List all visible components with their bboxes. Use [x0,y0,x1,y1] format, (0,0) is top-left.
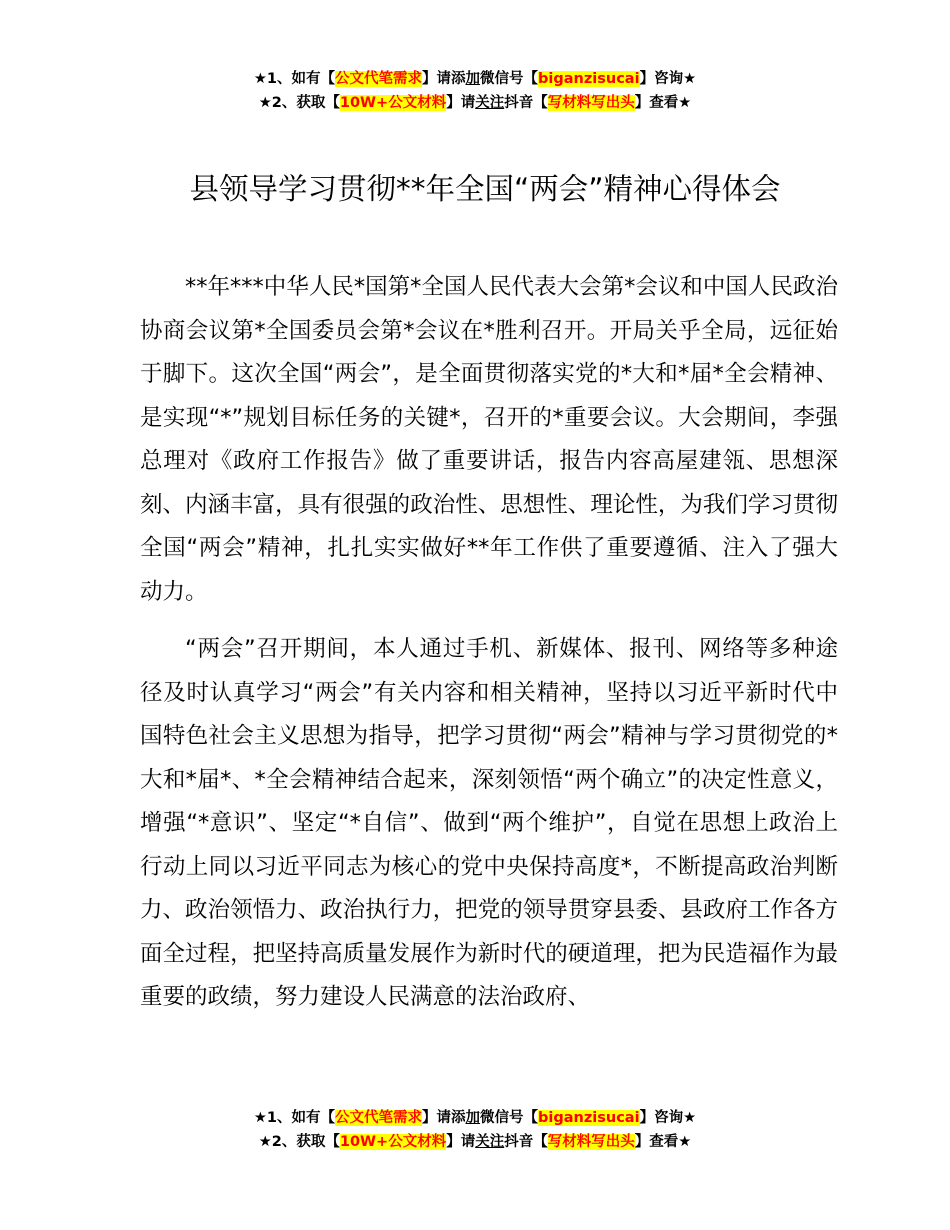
banner-text: 】请添 [422,1110,466,1126]
banner-highlight: 公文代笔需求 [335,71,423,87]
banner-highlight: 公文代笔需求 [335,1110,423,1126]
banner-text: 】查看★ [634,1134,692,1150]
paragraph: **年***中华人民*国第*全国人民代表大会第*会议和中国人民政治协商会议第*全国委员会第*会议在*胜利召开。开局关乎全局，远征始于脚下。这次全国“两会”，是全面贯彻落实党的*大和*届*全会精神、是实现“*”规划目标任务的关键*，召开的*重要会议。大会期间，李强总理对《政府工作报告》做了重要讲话，报告内容高屋建瓴、思想深刻、内涵丰富，具有很强的政治性、思想性、理论性，为我们学习贯彻全国“两会”精神，扎扎实实做好**年工作供了重要遵循、注入了强大动力。 [140,274,838,605]
banner-highlight: 10W+公文材料 [339,95,447,111]
banner-text: 微信号【 [480,71,539,87]
banner-text: 】查看★ [634,95,692,111]
banner-text: 】请 [446,95,476,111]
banner-text: 】咨询★ [639,71,697,87]
banner-underlined: 加 [465,1110,481,1126]
header-banner [0,67,950,115]
banner-underlined: 加 [465,71,481,87]
banner-underlined: 关注 [475,95,505,111]
banner-text: ★1、如有【 [253,71,336,87]
banner-douyin-id: 写材料写出头 [547,1134,635,1150]
document-title: 县领导学习贯彻**年全国“两会”精神心得体会 [189,172,781,206]
banner-text: 】请 [446,1134,476,1150]
banner-text: 抖音【 [504,1134,548,1150]
banner-wechat-id: biganzisucai [538,71,640,87]
footer-banner [0,1106,950,1154]
banner-text: ★1、如有【 [253,1110,336,1126]
banner-text: ★2、获取【 [258,95,340,111]
banner-text: 抖音【 [504,95,548,111]
banner-text: 】咨询★ [639,1110,697,1126]
banner-text: ★2、获取【 [258,1134,340,1150]
banner-text: 微信号【 [480,1110,539,1126]
document-body [140,266,838,1034]
banner-line-1 [0,67,950,91]
banner-highlight: 10W+公文材料 [339,1134,447,1150]
banner-douyin-id: 写材料写出头 [547,95,635,111]
banner-line-2 [0,91,950,115]
banner-line-2 [0,1130,950,1154]
banner-wechat-id: biganzisucai [538,1110,640,1126]
banner-underlined: 关注 [475,1134,505,1150]
paragraph: “两会”召开期间，本人通过手机、新媒体、报刊、网络等多种途径及时认真学习“两会”有关内容和相关精神，坚持以习近平新时代中国特色社会主义思想为指导，把学习贯彻“两会”精神与学习贯彻党的*大和*届*、*全会精神结合起来，深刻领悟“两个确立”的决定性意义，增强“*意识”、坚定“*自信”、做到“两个维护”，自觉在思想上政治上行动上同以习近平同志为核心的党中央保持高度*，不断提高政治判断力、政治领悟力、政治执行力，把党的领导贯穿县委、县政府工作各方面全过程，把坚持高质量发展作为新时代的硬道理，把为民造福作为最重要的政绩，努力建设人民满意的法治政府、 [140,636,838,1010]
banner-text: 】请添 [422,71,466,87]
banner-line-1 [0,1106,950,1130]
